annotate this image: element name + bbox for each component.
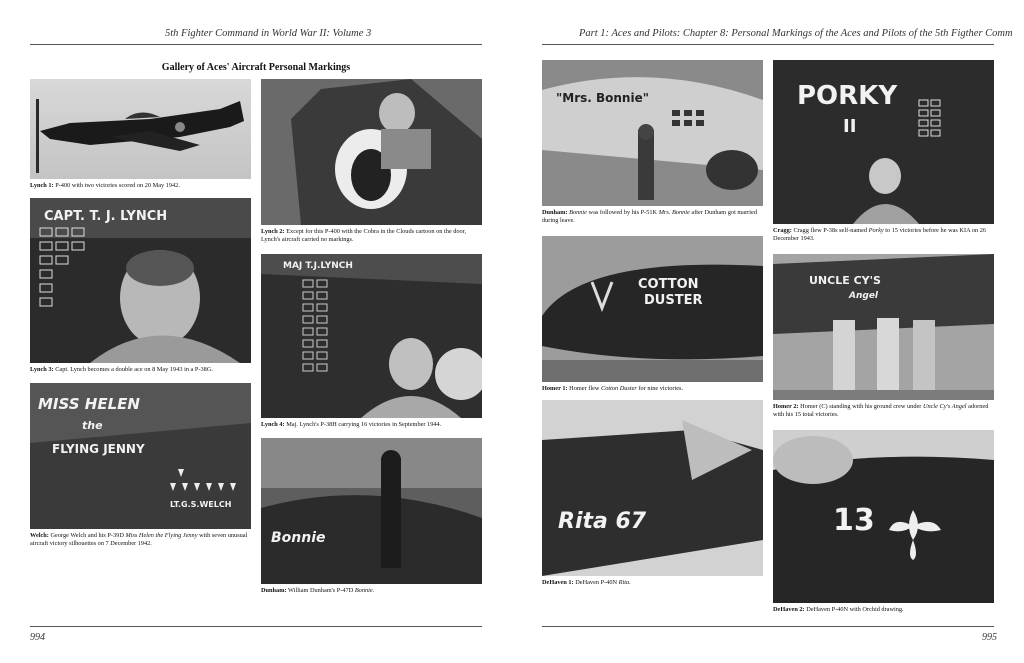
porky-roman-paint: II [843,116,857,137]
lynch-major-paint: MAJ T.J.LYNCH [283,261,353,271]
caption-homer-2: Homer 2: Homer (C) standing with his ground crew under Uncle Cy's Angel adorned with his 15 total victories. [773,403,989,418]
photo-lynch-2 [261,79,482,225]
photo-lynch-1 [30,79,251,179]
caption-lynch-1: Lynch 1: P-400 with two victories scored on 20 May 1942. [30,182,180,189]
caption-lynch-4: Lynch 4: Maj. Lynch's P-38H carrying 16 victories in September 1944. [261,421,442,428]
caption-homer-1: Homer 1: Homer flew Cotton Duster for nine victories. [542,385,684,392]
p400-silhouette [30,79,251,179]
photo-cragg [773,60,994,224]
porky-paint: PORKY [797,81,898,111]
angel-paint: Angel [849,291,879,301]
photo-welch [30,383,251,529]
right-header-rule [542,44,994,45]
caption-dehaven-2: DeHaven 2: DeHaven P-40N with Orchid drawing. [773,606,904,613]
left-folio: 994 [30,632,45,643]
caption-dehaven-1: DeHaven 1: DeHaven P-40N Rita. [542,579,631,586]
photo-homer-1 [542,236,763,382]
left-running-head: 5th Fighter Command in World War II: Volume 3 [165,28,372,39]
bonnie-paint: Bonnie [271,530,326,546]
flying-jenny-paint: FLYING JENNY [52,442,145,456]
left-footer-rule [30,626,482,627]
welch-name-paint: LT.G.S.WELCH [170,500,232,509]
thirteen-paint: 13 [833,503,875,538]
right-folio: 995 [982,632,997,643]
uncle-cys-paint: UNCLE CY'S [809,274,881,287]
caption-dunham-p47: Dunham: William Dunham's P-47D Bonnie. [261,587,375,594]
right-page [512,0,1024,663]
miss-helen-paint: MISS HELEN [38,395,140,413]
duster-paint: DUSTER [644,293,703,308]
mrs-bonnie-paint: "Mrs. Bonnie" [556,91,649,105]
photo-dunham-p51 [542,60,763,206]
photo-dehaven-2 [773,430,994,603]
photo-homer-2 [773,254,994,400]
caption-lynch-2: Lynch 2: Except for this P-400 with the Cobra in the Clouds cartoon on the door, Lynch's aircraft carried no markings. [261,228,467,243]
rita-paint: Rita 67 [558,509,647,534]
right-running-head: Part 1: Aces and Pilots: Chapter 8: Personal Markings of the Aces and Pilots of the 5th Figther Comm [579,28,1013,39]
caption-cragg: Cragg: Cragg flew P-38s self-named Porky to 15 victories before he was KIA on 26 December 1943. [773,227,987,242]
caption-welch: Welch: George Welch and his P-39D Miss Helen the Flying Jenny with seven unusual aircraft victory silhouettes on 7 December 1942. [30,532,248,547]
photo-lynch-3 [30,198,251,363]
left-header-rule [30,44,482,45]
photo-dehaven-1 [542,400,763,576]
svg-text:the: the [82,419,103,432]
cotton-paint: COTTON [638,277,699,292]
gallery-title: Gallery of Aces' Aircraft Personal Markings [161,62,351,73]
caption-lynch-3: Lynch 3: Capt. Lynch becomes a double ace on 8 May 1943 in a P-38G. [30,366,213,373]
photo-lynch-4 [261,254,482,418]
photo-dunham-p47 [261,438,482,584]
caption-dunham-p51: Dunham: Bonnie was followed by his P-51K Mrs. Bonnie after Dunham got married during leave. [542,209,757,224]
lynch-name-paint: CAPT. T. J. LYNCH [44,209,168,224]
right-footer-rule [542,626,994,627]
